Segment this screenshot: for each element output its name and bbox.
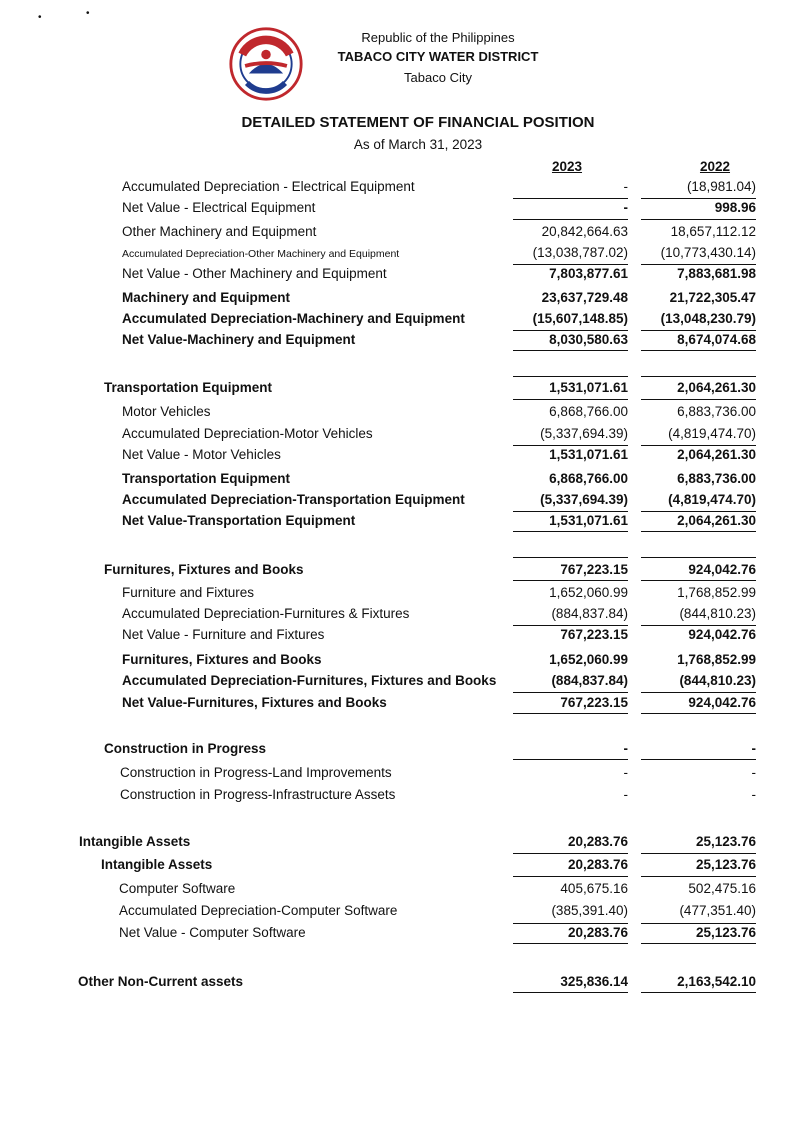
value-2023: 20,283.76 — [567, 857, 628, 872]
row-label: Computer Software — [119, 881, 236, 896]
value-2022: 2,064,261.30 — [677, 513, 756, 528]
underline — [641, 445, 756, 446]
table-row — [0, 627, 796, 647]
value-2022: (844,810.23) — [679, 606, 756, 621]
value-2022: 924,042.76 — [688, 562, 756, 577]
table-row — [0, 404, 796, 424]
underline — [641, 376, 756, 377]
underline — [513, 625, 628, 626]
column-header-2022: 2022 — [699, 159, 731, 174]
underline — [513, 923, 628, 924]
row-label: Net Value-Furnitures, Fixtures and Books — [122, 695, 387, 710]
table-row — [0, 787, 796, 807]
underline — [513, 330, 628, 331]
row-label: Net Value - Furniture and Fixtures — [122, 627, 325, 642]
underline — [641, 625, 756, 626]
value-2022: 6,883,736.00 — [677, 404, 756, 419]
underline — [513, 692, 628, 693]
value-2023: 405,675.16 — [560, 881, 628, 896]
table-row — [0, 606, 796, 626]
underline — [513, 376, 628, 377]
section-row — [0, 857, 796, 877]
value-2023: (5,337,694.39) — [540, 426, 628, 441]
underline — [513, 759, 628, 760]
underline — [513, 511, 628, 512]
table-row — [0, 266, 796, 286]
underline — [513, 580, 628, 581]
table-row — [0, 200, 796, 220]
value-2023: 8,030,580.63 — [549, 332, 628, 347]
underline — [641, 264, 756, 265]
table-row — [0, 695, 796, 715]
section-label: Intangible Assets — [79, 834, 191, 849]
table-row — [0, 673, 796, 693]
value-2023: 1,531,071.61 — [549, 447, 628, 462]
row-label: Accumulated Depreciation-Machinery and Equipment — [122, 311, 465, 326]
underline — [513, 557, 628, 558]
section-row — [0, 741, 796, 761]
row-label: Accumulated Depreciation-Other Machinery and Equipment — [122, 248, 400, 260]
section-row — [0, 834, 796, 854]
value-2023: 767,223.15 — [560, 627, 628, 642]
value-2023: 1,652,060.99 — [549, 652, 628, 667]
underline — [513, 713, 628, 714]
table-row — [0, 903, 796, 923]
value-2022: 1,768,852.99 — [677, 585, 756, 600]
value-2022: 924,042.76 — [688, 695, 756, 710]
page-title: DETAILED STATEMENT OF FINANCIAL POSITION — [241, 114, 595, 131]
underline — [641, 923, 756, 924]
underline — [641, 511, 756, 512]
value-2023: 20,283.76 — [567, 925, 628, 940]
row-label: Net Value-Transportation Equipment — [122, 513, 356, 528]
underline — [641, 853, 756, 854]
underline — [513, 198, 628, 199]
value-2023: 767,223.15 — [560, 562, 628, 577]
value-2022: 25,123.76 — [695, 925, 756, 940]
value-2023: - — [623, 741, 628, 756]
row-label: Net Value - Other Machinery and Equipment — [122, 266, 387, 281]
row-label: Accumulated Depreciation-Furnitures, Fixtures and Books — [122, 673, 497, 688]
underline — [641, 399, 756, 400]
table-row — [0, 765, 796, 785]
value-2022: 7,883,681.98 — [677, 266, 756, 281]
value-2023: (15,607,148.85) — [532, 311, 628, 326]
row-label: Accumulated Depreciation - Electrical Equipment — [122, 179, 415, 194]
column-header-2023: 2023 — [551, 159, 583, 174]
table-row — [0, 290, 796, 310]
value-2022: 18,657,112.12 — [670, 224, 756, 239]
page-subtitle: As of March 31, 2023 — [353, 137, 483, 152]
value-2022: (477,351.40) — [679, 903, 756, 918]
value-2022: - — [751, 787, 756, 802]
underline — [513, 264, 628, 265]
table-row — [0, 224, 796, 244]
section-label: Furnitures, Fixtures and Books — [104, 562, 304, 577]
underline — [513, 876, 628, 877]
underline — [641, 692, 756, 693]
value-2022: 1,768,852.99 — [677, 652, 756, 667]
value-2023: - — [623, 200, 628, 215]
value-2023: 6,868,766.00 — [549, 471, 628, 486]
table-row — [0, 426, 796, 446]
value-2022: (4,819,474.70) — [668, 426, 756, 441]
row-label: Other Machinery and Equipment — [122, 224, 317, 239]
row-label: Net Value - Computer Software — [119, 925, 306, 940]
underline — [641, 531, 756, 532]
value-2022: 2,163,542.10 — [677, 974, 756, 989]
underline — [641, 330, 756, 331]
value-2022: (18,981.04) — [686, 179, 756, 194]
value-2023: 23,637,729.48 — [541, 290, 628, 305]
value-2023: 7,803,877.61 — [549, 266, 628, 281]
value-2023: (385,391.40) — [551, 903, 628, 918]
scan-mark: • — [38, 12, 42, 23]
value-2022: (10,773,430.14) — [660, 245, 756, 260]
value-2023: (884,837.84) — [551, 673, 628, 688]
value-2022: 2,064,261.30 — [677, 447, 756, 462]
value-2022: (844,810.23) — [679, 673, 756, 688]
row-label: Furnitures, Fixtures and Books — [122, 652, 322, 667]
table-row — [0, 492, 796, 512]
underline — [641, 580, 756, 581]
table-row — [0, 925, 796, 945]
scan-mark: • — [86, 8, 90, 19]
underline — [513, 219, 628, 220]
value-2023: 767,223.15 — [560, 695, 628, 710]
underline — [641, 759, 756, 760]
underline — [641, 198, 756, 199]
republic-line: Republic of the Philippines — [361, 30, 515, 45]
value-2023: 1,531,071.61 — [549, 380, 628, 395]
section-label: Intangible Assets — [101, 857, 213, 872]
value-2022: - — [751, 741, 756, 756]
row-label: Machinery and Equipment — [122, 290, 291, 305]
underline — [513, 445, 628, 446]
row-label: Net Value-Machinery and Equipment — [122, 332, 356, 347]
underline — [641, 219, 756, 220]
section-row — [0, 974, 796, 994]
value-2023: - — [623, 787, 628, 802]
table-row — [0, 245, 796, 265]
value-2022: 6,883,736.00 — [677, 471, 756, 486]
value-2023: (13,038,787.02) — [532, 245, 628, 260]
value-2022: 998.96 — [714, 200, 756, 215]
table-row — [0, 513, 796, 533]
row-label: Accumulated Depreciation-Furnitures & Fixtures — [122, 606, 410, 621]
underline — [513, 853, 628, 854]
value-2023: - — [623, 179, 628, 194]
row-label: Construction in Progress-Land Improvements — [120, 765, 392, 780]
row-label: Accumulated Depreciation-Motor Vehicles — [122, 426, 373, 441]
value-2022: (4,819,474.70) — [668, 492, 756, 507]
value-2022: 25,123.76 — [695, 834, 756, 849]
underline — [513, 943, 628, 944]
section-row — [0, 562, 796, 582]
section-label: Other Non-Current assets — [78, 974, 244, 989]
city-line: Tabaco City — [404, 70, 472, 85]
table-row — [0, 179, 796, 199]
underline — [641, 713, 756, 714]
table-row — [0, 585, 796, 605]
row-label: Motor Vehicles — [122, 404, 211, 419]
value-2023: 20,842,664.63 — [541, 224, 628, 239]
value-2022: - — [751, 765, 756, 780]
underline — [641, 943, 756, 944]
underline — [513, 350, 628, 351]
value-2023: 20,283.76 — [567, 834, 628, 849]
table-row — [0, 471, 796, 491]
value-2023: (5,337,694.39) — [540, 492, 628, 507]
value-2023: (884,837.84) — [551, 606, 628, 621]
section-row — [0, 380, 796, 400]
value-2022: 21,722,305.47 — [669, 290, 756, 305]
district-name: TABACO CITY WATER DISTRICT — [337, 49, 539, 64]
table-row — [0, 311, 796, 331]
underline — [513, 399, 628, 400]
section-label: Transportation Equipment — [104, 380, 273, 395]
row-label: Construction in Progress-Infrastructure Assets — [120, 787, 396, 802]
underline — [641, 992, 756, 993]
row-label: Accumulated Depreciation-Computer Software — [119, 903, 398, 918]
section-label: Construction in Progress — [104, 741, 267, 756]
table-row — [0, 881, 796, 901]
value-2022: 2,064,261.30 — [677, 380, 756, 395]
underline — [641, 876, 756, 877]
underline — [513, 531, 628, 532]
value-2022: 502,475.16 — [688, 881, 756, 896]
table-row — [0, 447, 796, 467]
table-row — [0, 332, 796, 352]
underline — [513, 992, 628, 993]
row-label: Transportation Equipment — [122, 471, 291, 486]
row-label: Net Value - Electrical Equipment — [122, 200, 316, 215]
value-2022: 924,042.76 — [688, 627, 756, 642]
value-2022: (13,048,230.79) — [660, 311, 756, 326]
row-label: Net Value - Motor Vehicles — [122, 447, 281, 462]
table-row — [0, 652, 796, 672]
value-2023: 1,531,071.61 — [549, 513, 628, 528]
row-label: Accumulated Depreciation-Transportation Equipment — [122, 492, 465, 507]
value-2023: - — [623, 765, 628, 780]
row-label: Furniture and Fixtures — [122, 585, 255, 600]
value-2023: 1,652,060.99 — [549, 585, 628, 600]
value-2022: 25,123.76 — [695, 857, 756, 872]
underline — [641, 557, 756, 558]
underline — [641, 350, 756, 351]
value-2022: 8,674,074.68 — [677, 332, 756, 347]
value-2023: 325,836.14 — [560, 974, 628, 989]
value-2023: 6,868,766.00 — [549, 404, 628, 419]
